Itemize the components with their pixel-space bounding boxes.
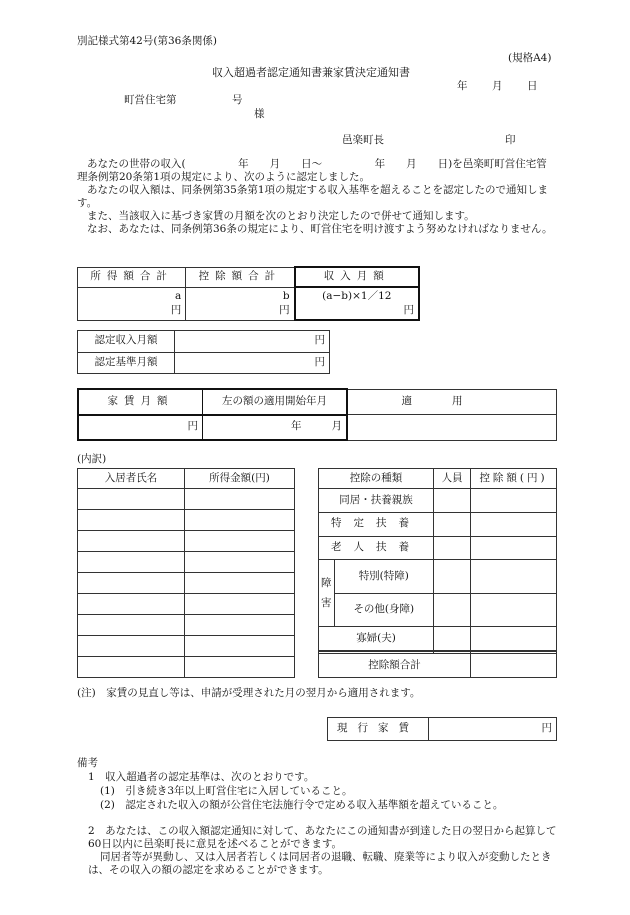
table-row [78,657,295,678]
header-deduction-total: 控除額合計 [186,267,295,287]
persons-cell[interactable] [434,593,471,626]
current-rent-table [327,717,557,741]
table-row [319,654,557,678]
housing-suffix: 号 [232,94,243,106]
name-cell[interactable] [78,552,185,573]
recognized-standard-label: 認定基準月額 [78,352,175,374]
income-cell[interactable] [185,489,295,510]
persons-cell[interactable] [434,560,471,593]
name-cell[interactable] [78,615,185,636]
apply-header: 適用 [347,389,557,415]
table-row [319,489,557,513]
persons-cell[interactable] [434,536,471,560]
table-row [319,536,557,560]
size-label: (規格A4) [508,52,552,64]
deduction-type-other: その他(身障) [334,593,434,626]
deduction-amount-header: 控除額(円) [471,469,557,489]
amount-cell[interactable] [471,512,557,536]
rent-table [77,388,557,441]
income-cell[interactable] [185,657,295,678]
housing-prefix: 町営住宅第 [124,94,177,106]
table-row [78,531,295,552]
amount-cell[interactable] [471,560,557,593]
income-table [77,266,420,321]
paragraph-3: また、当該収入に基づき家賃の月額を次のとおり決定したので併せて通知します。 [87,210,475,222]
deduction-type-cohabiting: 同居・扶養親族 [319,489,434,513]
persons-cell[interactable] [434,489,471,513]
rent-value[interactable]: 円 [78,415,203,441]
name-cell[interactable] [78,510,185,531]
deduction-type-elderly: 老人扶養 [319,536,434,560]
seal-label: 印 [505,134,516,146]
table-row [78,489,295,510]
remarks-item-1b: (2) 認定された収入の額が公営住宅法施行令で定める収入基準額を超えていること。 [100,799,504,811]
table-row [78,636,295,657]
formula: (a−b)×1／12 [322,289,392,302]
table-row [78,615,295,636]
table-row [78,510,295,531]
deduction-total-cell[interactable] [186,287,295,320]
label-b: b [282,289,290,302]
deduction-table [318,468,557,678]
deduction-type-widow: 寡婦(夫) [319,627,434,651]
table-row [319,560,557,593]
amount-cell[interactable] [471,489,557,513]
note-text: (注) 家賃の見直し等は、申請が受理された月の翌月から適用されます。 [77,687,421,699]
persons-header: 人員 [434,469,471,489]
persons-cell[interactable] [434,512,471,536]
recognized-standard-value[interactable]: 円 [175,352,330,374]
amount-cell[interactable] [471,627,557,651]
income-cell[interactable] [185,615,295,636]
resident-table [77,468,295,678]
amount-cell[interactable] [471,593,557,626]
date-year: 年 [457,80,468,92]
income-cell[interactable] [185,636,295,657]
remarks-item-1: 1 収入超過者の認定基準は、次のとおりです。 [88,771,315,783]
remarks-item-2b: 同居者等が異動し、又は入居者若しくは同居者の退職、転職、廃業等により収入が変動したときは、その収入の額の認定を求めることができます。 [88,851,552,876]
start-value[interactable] [203,415,348,441]
name-cell[interactable] [78,573,185,594]
current-rent-label: 現行家賃 [328,718,429,741]
paragraph-4: なお、あなたは、同条例第36条の規定により、町営住宅を明け渡すよう努めなければなりません。 [87,223,553,235]
name-cell[interactable] [78,489,185,510]
recognized-table [77,330,330,374]
monthly-income-cell[interactable] [295,287,419,320]
income-cell[interactable] [185,531,295,552]
income-cell[interactable] [185,510,295,531]
name-cell[interactable] [78,636,185,657]
persons-cell[interactable] [434,627,471,651]
breakdown-label: (内訳) [77,453,107,465]
document-title: 収入超過者認定通知書兼家賃決定通知書 [212,66,410,79]
name-cell[interactable] [78,531,185,552]
income-total-cell[interactable] [78,287,186,320]
remarks-item-2: 2 あなたは、この収入額認定通知に対して、あなたにこの通知書が到達した日の翌日から起算して60日以内に邑楽町長に意見を述べることができます。 [88,825,557,850]
start-month: 月 [331,420,342,433]
table-row [78,573,295,594]
date-day: 日 [527,80,538,92]
current-rent-value[interactable]: 円 [429,718,557,741]
resident-name-header: 入居者氏名 [78,469,185,489]
mayor-label: 邑楽町長 [342,134,384,146]
income-cell[interactable] [185,573,295,594]
header-monthly-income: 収入月額 [295,267,419,287]
amount-cell[interactable] [471,536,557,560]
yen-b: 円 [279,303,290,316]
deduction-type-special: 特別(特障) [334,560,434,593]
remarks-item-1a: (1) 引き続き3年以上町営住宅に入居していること。 [100,785,353,797]
name-cell[interactable] [78,594,185,615]
paragraph-2: あなたの収入額は、同条例第35条第1項の規定する収入基準を超えることを認定したので通知します。 [77,184,549,209]
deduction-type-specific: 特定扶養 [319,512,434,536]
resident-income-header: 所得金額(円) [185,469,295,489]
header-income-total: 所得額合計 [78,267,186,287]
table-row [319,512,557,536]
table-row [78,594,295,615]
form-number: 別記様式第42号(第36条関係) [77,35,217,47]
label-a: a [175,289,182,302]
sama-label: 様 [254,108,265,120]
name-cell[interactable] [78,657,185,678]
yen-a: 円 [170,303,182,316]
paragraph-1: あなたの世帯の収入( 年 月 日～ 年 月 日)を邑楽町町営住宅管理条例第20条第1項の規定により、次のように認定しました。 [77,158,547,183]
recognized-monthly-income-label: 認定収入月額 [78,331,175,353]
deduction-total-value[interactable] [471,654,557,678]
table-row [319,627,557,651]
apply-value[interactable] [347,415,557,441]
table-row [319,593,557,626]
income-cell[interactable] [185,594,295,615]
rent-header: 家賃月額 [78,389,203,415]
deduction-type-header: 控除の種類 [319,469,434,489]
start-year: 年 [291,420,302,433]
table-row [78,552,295,573]
recognized-monthly-income-value[interactable]: 円 [175,331,330,353]
deduction-total-label: 控除額合計 [319,654,471,678]
remarks-title: 備考 [77,757,98,769]
yen-monthly: 円 [403,303,414,316]
date-month: 月 [492,80,503,92]
start-header: 左の額の適用開始年月 [203,389,348,415]
income-cell[interactable] [185,552,295,573]
disabled-label: 障害 [319,560,335,627]
